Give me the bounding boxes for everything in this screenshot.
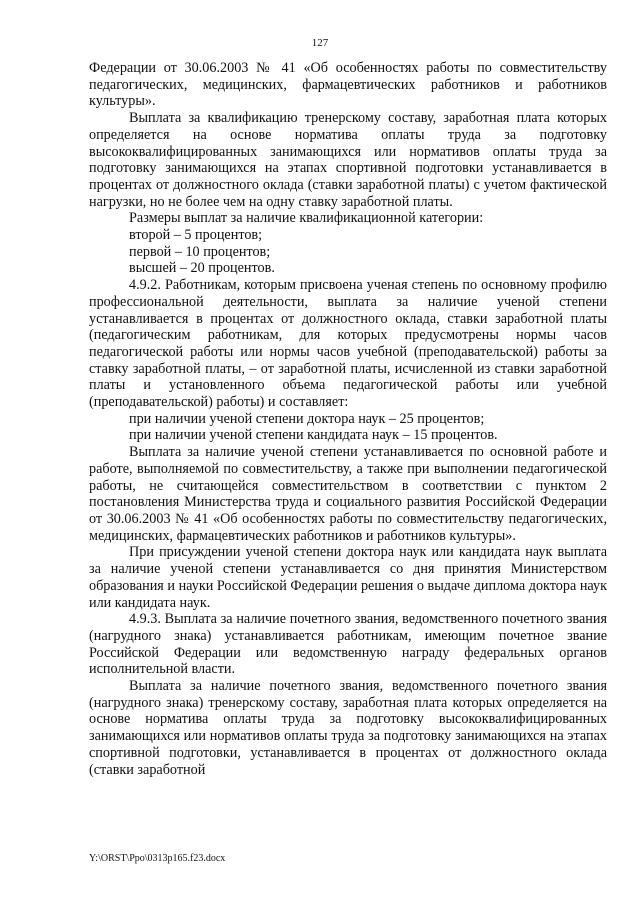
list-item-second-category: второй – 5 процентов; (129, 227, 263, 244)
document-body (89, 60, 607, 778)
paragraph-4-9-2-academic-degree: 4.9.2. Работникам, которым присвоена ученая степень по основному профилю профессиональной деятельности, выплата за наличие ученой степени устанавливается в процентах от должностного оклада, ставки заработной платы (педагогическим работникам, для которых предусмотрены нормы часов педагогической работы или нормы часов учебной (преподавательской) работы за ставку заработной платы, – от заработной платы, исчисленной из ставки заработной платы и установленного объема педагогической работы или учебной (преподавательской) работы) и составляет: (89, 277, 607, 411)
paragraph-honorary-title-coaches: Выплата за наличие почетного звания, ведомственного почетного звания (нагрудного знака) тренерскому составу, заработная плата которых определяется на основе норматива оплаты труда за подготовку высококвалифицированных занимающихся или нормативов оплаты труда за подготовку занимающихся на этапах спортивной подготовки, устанавливается в процентах от должностного оклада (ставки заработной (89, 678, 607, 778)
paragraph-category-sizes: Размеры выплат за наличие квалификационной категории: (129, 210, 484, 227)
paragraph-qualification-payment: Выплата за квалификацию тренерскому составу, заработная плата которых определяется на основе норматива оплаты труда за подготовку высококвалифицированных занимающихся или нормативов оплаты труда за подготовку занимающихся на этапах спортивной подготовки устанавливается в процентах от должностного оклада (ставки заработной платы) с учетом фактической нагрузки, но не более чем на одну ставку заработной платы. (89, 110, 607, 210)
paragraph-degree-award-date: При присуждении ученой степени доктора наук или кандидата наук выплата за наличие ученой степени устанавливается со дня принятия Министерством образования и науки Российской Федерации решения о выдаче диплома доктора наук или кандидата наук. (89, 544, 607, 611)
paragraph-continuation: Федерации от 30.06.2003 № 41 «Об особенностях работы по совместительству педагогических, медицинских, фармацевтических работников и работников культуры». (89, 60, 607, 110)
footer-file-path: Y:\ORST\Ppo\0313p165.f23.docx (89, 853, 226, 864)
page-number: 127 (311, 37, 329, 49)
list-item-doctor-degree: при наличии ученой степени доктора наук – 25 процентов; (129, 410, 485, 427)
list-item-first-category: первой – 10 процентов; (129, 243, 271, 260)
paragraph-4-9-3-honorary-title: 4.9.3. Выплата за наличие почетного звания, ведомственного почетного звания (нагрудного знака) устанавливается работникам, имеющим почетное звание Российской Федерации или ведомственную награду федеральных органов исполнительной власти. (89, 611, 607, 678)
list-item-highest-category: высшей – 20 процентов. (129, 260, 275, 277)
paragraph-degree-main-work: Выплата за наличие ученой степени устанавливается по основной работе и работе, выполняемой по совместительству, а также при выполнении педагогической работы, не считающейся совместительством в соответствии с пунктом 2 постановления Министерства труда и социального развития Российской Федерации от 30.06.2003 № 41 «Об особенностях работы по совместительству педагогических, медицинских, фармацевтических работников и работников культуры». (89, 444, 607, 544)
list-item-candidate-degree: при наличии ученой степени кандидата наук – 15 процентов. (129, 427, 498, 444)
